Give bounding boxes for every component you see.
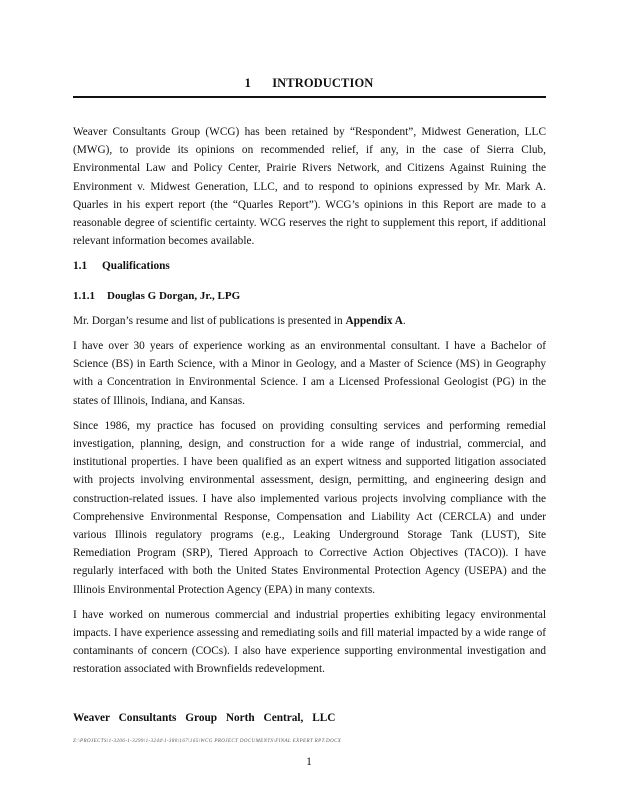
resume-paragraph bbox=[73, 312, 546, 330]
footer-file-path: Z:\PROJECTS\1-3206-1-3299\1-3244\1-380\167\165\WCG PROJECT DOCUMENTS\FINAL EXPERT RPT.DOCX bbox=[73, 739, 342, 744]
appendix-reference: Appendix A bbox=[345, 314, 403, 327]
experience-paragraph: I have over 30 years of experience working as an environmental consultant. I have a Bachelor of Science (BS) in Earth Science, with a Minor in Geology, and a Master of Science (MS) in Geography with a Concentration in Environmental Science. I am a Licensed Professional Geologist (PG) in the states of Illinois, Indiana, and Kansas. bbox=[73, 340, 546, 407]
properties-paragraph: I have worked on numerous commercial and industrial properties exhibiting legacy environmental impacts. I have experience assessing and remediating soils and fill material impacted by a wide range of contaminants of concern (COCs). I also have experience supporting environmental investigation and restoration associated with Brownfields redevelopment. bbox=[73, 608, 546, 676]
practice-paragraph: Since 1986, my practice has focused on providing consulting services and performing remedial investigation, planning, design, and construction for a wide range of industrial, commercial, and institutional properties. I have been qualified as an expert witness and supported litigation associated with projects involving environmental assessment, design, permitting, and engineering design and construction-related issues. I have also implemented various projects involving compliance with the Comprehensive Environmental Response, Compensation and Liability Act (CERCLA) and under various Illinois regulatory programs (e.g., Leaking Underground Storage Tank (LUST), Site Remediation Program (SRP), Tiered Approach to Corrective Action Objectives (TACO)). I have regularly interfaced with both the United States Environmental Protection Agency (USEPA) and the Illinois Environmental Protection Agency (EPA) in many contexts. bbox=[73, 419, 546, 596]
section-number: 1 bbox=[244, 76, 251, 90]
intro-paragraph: Weaver Consultants Group (WCG) has been retained by “Respondent”, Midwest Generation, LLC (MWG), to provide its opinions on recommended relief, if any, in the case of Sierra Club, Environmental Law and Policy Center, Prairie Rivers Network, and Citizens Against Ruining the Environment v. Midwest Generation, LLC, and to respond to opinions expressed by Mr. Mark A. Quarles in his expert report (the “Quarles Report”). WCG’s opinions in this Report are made to a reasonable degree of scientific certainty. WCG reserves the right to supplement this report, if additional relevant information becomes available. bbox=[73, 126, 546, 248]
subsection-title: Qualifications bbox=[102, 260, 170, 273]
heading-rule bbox=[73, 96, 546, 98]
subsubsection-heading-dorgan bbox=[73, 287, 546, 305]
footer-company: Weaver Consultants Group North Central, LLC bbox=[73, 712, 336, 724]
subsubsection-number: 1.1.1 bbox=[73, 289, 95, 302]
section-title: INTRODUCTION bbox=[272, 76, 374, 90]
resume-text: Mr. Dorgan’s resume and list of publications is presented in bbox=[73, 314, 343, 327]
document-body bbox=[73, 123, 546, 686]
resume-end: . bbox=[402, 314, 406, 327]
section-heading bbox=[0, 76, 618, 91]
subsection-number: 1.1 bbox=[73, 260, 88, 273]
subsection-heading-qualifications bbox=[73, 257, 546, 275]
subsubsection-title: Douglas G Dorgan, Jr., LPG bbox=[107, 289, 241, 302]
page-number: 1 bbox=[306, 756, 312, 768]
